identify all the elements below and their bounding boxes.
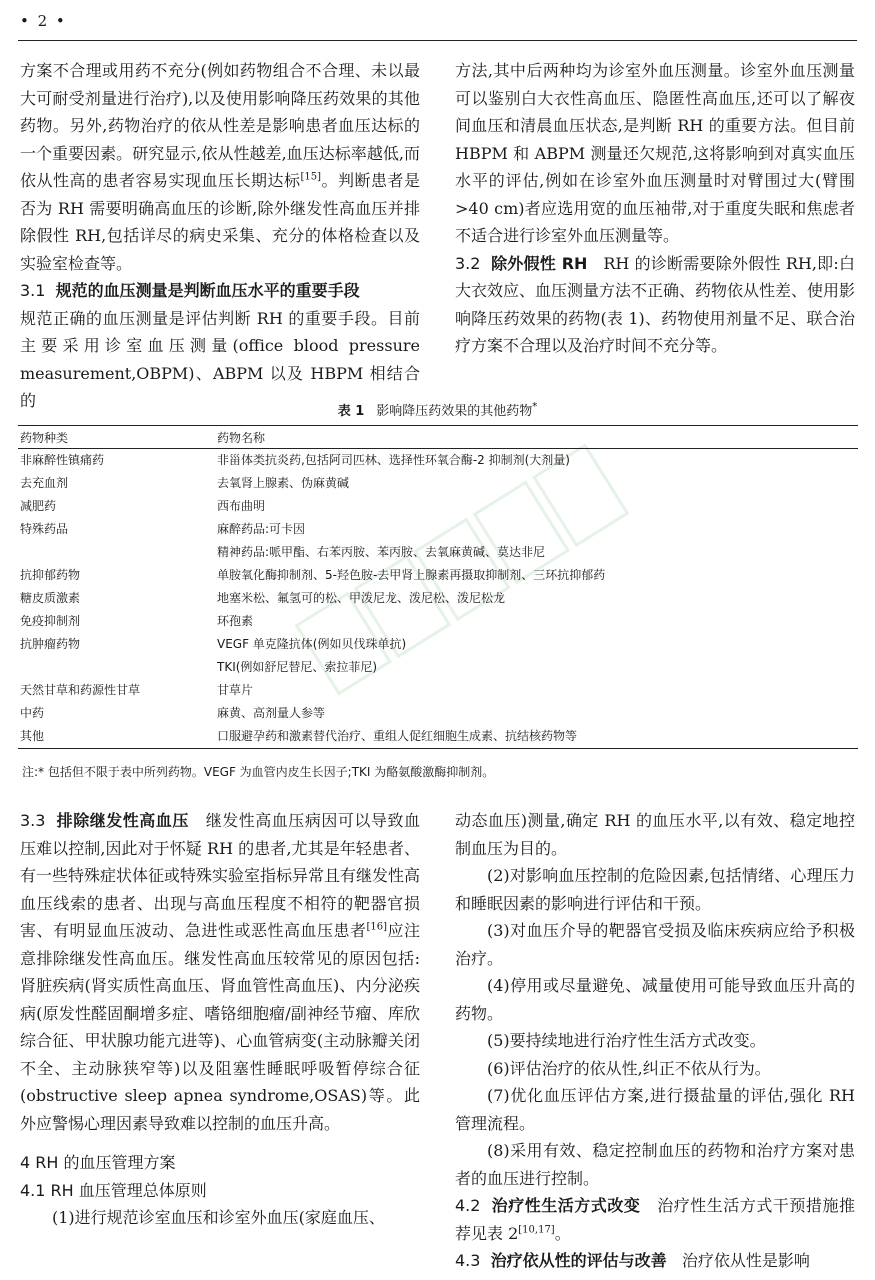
- table-row: 特殊药品 麻醉药品:可卡因 精神药品:哌甲酯、右苯丙胺、苯丙胺、去氧麻黄碱、莫达非尼: [20, 522, 546, 559]
- table-row: 去充血剂 去氧肾上腺素、伪麻黄碱: [20, 476, 350, 490]
- list-item: (4)停用或尽量避免、减量使用可能导致血压升高的药物。: [455, 976, 855, 1023]
- table-row: 中药 麻黄、高剂量人参等: [20, 706, 326, 720]
- section-3-2: 3.2 除外假性 RH RH 的诊断需要除外假性 RH,即:白大衣效应、血压测量方法不正确、药物依从性差、使用影响降压药效果的药物(表 1)、药物使用剂量不足、联合治疗方案不合理以及治疗时间不充分等。: [455, 253, 856, 355]
- section-4-title: 4 RH 的血压管理方案: [20, 1153, 176, 1172]
- table-header-cell: 药物名称: [217, 426, 858, 449]
- paragraph: 方法,其中后两种均为诊室外血压测量。诊室外血压测量可以鉴别白大衣性高血压、隐匿性高血压,还可以了解夜间血压和清晨血压状态,是判断 RH 的重要方法。但目前 HBPM 和 ABPM 测量还欠规范,这将影响到对真实血压水平的评估,例如在诊室外血压测量时对臂围过大(臂围>40 cm)者应选用宽的血压袖带,对于重度失眠和焦虑者不适合进行诊室外血压测量等。: [455, 61, 855, 245]
- section-title: 治疗性生活方式改变: [491, 1196, 641, 1215]
- paragraph: 规范正确的血压测量是评估判断 RH 的重要手段。目前主要采用诊室血压测量(office blood pressure measurement,OBPM)、ABPM 以及 HBPM 相结合的: [20, 308, 420, 410]
- table-header-row: [18, 426, 858, 449]
- table-row: 糖皮质激素 地塞米松、氟氢可的松、甲泼尼龙、泼尼松、泼尼松龙: [20, 591, 506, 605]
- list-item: (5)要持续地进行治疗性生活方式改变。: [487, 1031, 766, 1050]
- table-row: 抗抑郁药物 单胺氧化酶抑制剂、5-羟色胺-去甲肾上腺素再摄取抑制剂、三环抗抑郁药: [20, 568, 606, 582]
- list-item: (2)对影响血压控制的危险因素,包括情绪、心理压力和睡眠因素的影响进行评估和干预。: [455, 866, 855, 913]
- list-item: (6)评估治疗的依从性,纠正不依从行为。: [487, 1058, 771, 1078]
- header-rule: [18, 40, 857, 41]
- section-3-3: 3.3 排除继发性高血压 继发性高血压病因可以导致血压难以控制,因此对于怀疑 RH 的患者,尤其是年轻患者、有一些特殊症状体征或特殊实验室指标异常且有继发性高血压线索的患者、出现与高血压程度不相符的靶器官损害、有明显血压波动、急进性或恶性高血压患者[16]应注意排除继发性高血压。继发性高血压较常见的原因包括:肾脏疾病(肾实质性高血压、肾血管性高血压)、内分泌疾病(原发性醛固酮增多症、嗜铬细胞瘤/副神经节瘤、库欣综合征、甲状腺功能亢进等)、心血管病变(主动脉瓣关闭不全、主动脉狭窄等)以及阻塞性睡眠呼吸暂停综合征(obstructive sleep apnea syndrome,OSAS)等。此外应警惕心理因素导致难以控制的血压升高。: [20, 811, 421, 1133]
- table-row: 抗肿瘤药物 VEGF 单克隆抗体(例如贝伐珠单抗) TKI(例如舒尼替尼、索拉菲尼): [20, 637, 407, 674]
- citation: [15]: [300, 171, 321, 183]
- table-note: 注:* 包括但不限于表中所列药物。VEGF 为血管内皮生长因子;TKI 为酪氨酸激酶抑制剂。: [22, 765, 495, 779]
- table-caption: [0, 400, 875, 419]
- right-column-bottom: [455, 807, 855, 1275]
- section-3-1: 3.1 规范的血压测量是判断血压水平的重要手段: [20, 281, 360, 300]
- table-row: 天然甘草和药源性甘草 甘草片: [20, 683, 254, 697]
- section-4-1-title: 4.1 RH 血压管理总体原则: [20, 1180, 207, 1200]
- table-caption-mark: *: [532, 401, 538, 413]
- section-4-3: 4.3 治疗依从性的评估与改善 治疗依从性是影响: [455, 1251, 810, 1270]
- section-4-2: 4.2 治疗性生活方式改变 治疗性生活方式干预措施推荐见表 2[10,17]。: [455, 1196, 855, 1243]
- table-row: 减肥药 西布曲明: [20, 499, 266, 513]
- section-title: 除外假性 RH: [491, 253, 588, 273]
- section-title: 排除继发性高血压: [56, 811, 189, 830]
- drug-table: [18, 425, 858, 749]
- right-column-top: [455, 57, 855, 360]
- list-item: (7)优化血压评估方案,进行摄盐量的评估,强化 RH 管理流程。: [455, 1086, 855, 1133]
- page-number: • 2 •: [20, 12, 67, 30]
- section-title: 治疗依从性的评估与改善: [490, 1251, 667, 1270]
- left-column-top: [20, 57, 420, 415]
- paragraph: 方案不合理或用药不充分(例如药物组合不合理、未以最大可耐受剂量进行治疗),以及使用影响降压药效果的其他药物。另外,药物治疗的依从性差是影响患者血压达标的一个重要因素。研究显示,依从性越差,血压达标率越低,而依从性高的患者容易实现血压长期达标[15]。判断患者是否为 RH 需要明确高血压的诊断,除外继发性高血压并排除假性 RH,包括详尽的病史采集、充分的体格检查以及实验室检查等。: [20, 61, 420, 273]
- table-title: 影响降压药效果的其他药物: [376, 404, 533, 419]
- section-title: 规范的血压测量是判断血压水平的重要手段: [55, 281, 360, 300]
- table-row: 非麻醉性镇痛药 非甾体类抗炎药,包括阿司匹林、选择性环氧合酶-2 抑制剂(大剂量): [20, 453, 570, 467]
- list-item: (3)对血压介导的靶器官受损及临床疾病应给予积极治疗。: [455, 921, 855, 968]
- table-row: 其他 口服避孕药和激素替代治疗、重组人促红细胞生成素、抗结核药物等: [18, 725, 858, 749]
- list-item: (1)进行规范诊室血压和诊室外血压(家庭血压、: [52, 1208, 385, 1227]
- table-header-cell: 药物种类: [18, 426, 217, 449]
- citation: [10,17]: [518, 1224, 555, 1236]
- citation: [16]: [366, 921, 387, 933]
- list-item: 动态血压)测量,确定 RH 的血压水平,以有效、稳定地控制血压为目的。: [455, 811, 855, 858]
- list-item: (8)采用有效、稳定控制血压的药物和治疗方案对患者的血压进行控制。: [455, 1141, 855, 1188]
- left-column-bottom: [20, 807, 420, 1232]
- table-row: 免疫抑制剂 环孢素: [20, 614, 254, 628]
- table-label: 表 1: [337, 404, 365, 419]
